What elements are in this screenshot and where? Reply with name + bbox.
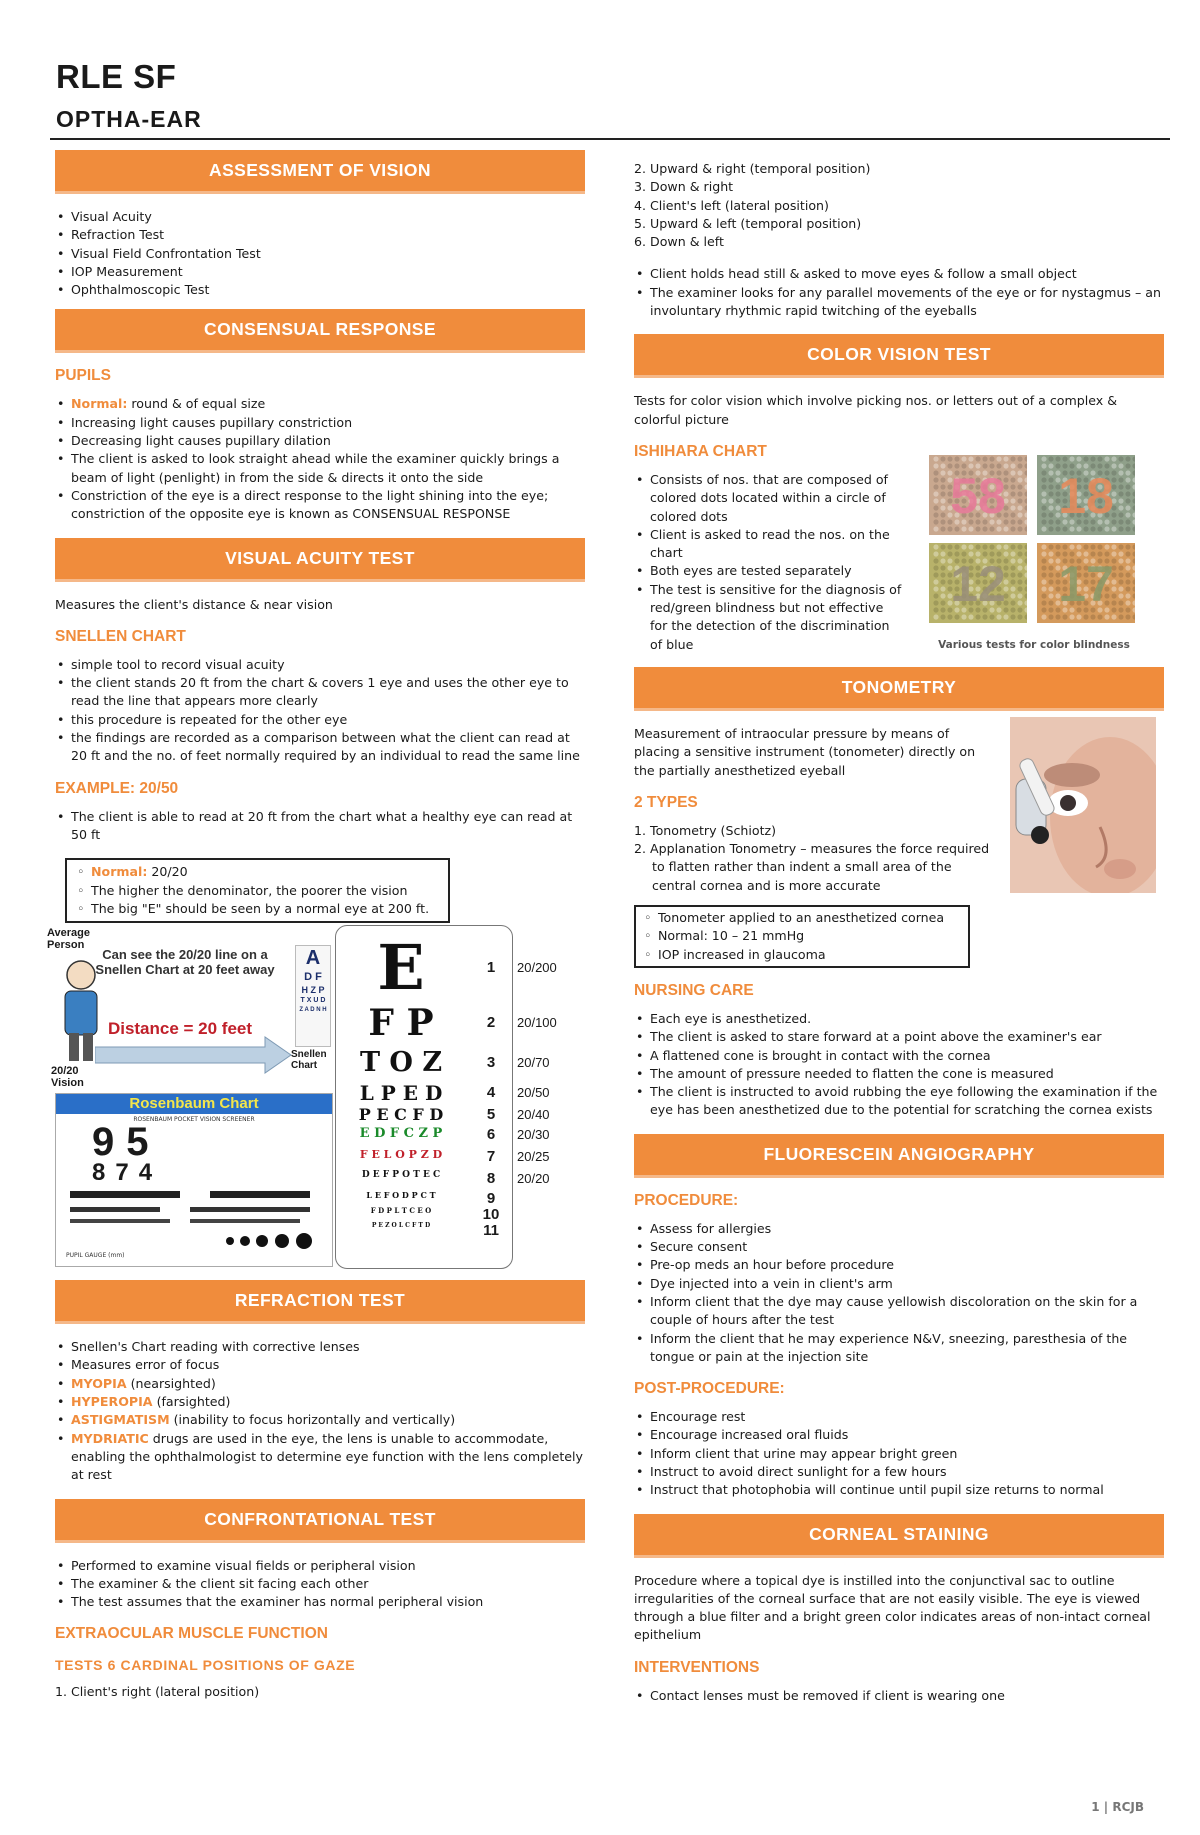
snellen-ratio: 20/40 — [517, 1107, 550, 1123]
snellen-letters: P E Z O L C F T D — [371, 1222, 431, 1230]
list-item — [55, 1356, 585, 1374]
snellen-line-number: 6 — [486, 1126, 496, 1144]
myopia-term: MYOPIA — [71, 1375, 127, 1391]
vision-label: 20/20 Vision — [51, 1065, 84, 1090]
two-types-subheading: 2 TYPES — [634, 793, 698, 811]
snellen-line-number: 8 — [486, 1170, 496, 1188]
list-item — [55, 1430, 585, 1485]
title-rule — [50, 138, 1170, 140]
snellen-letters: L P E D — [359, 1081, 443, 1106]
list-item: • Each eye is anesthetized. — [634, 1010, 1164, 1028]
snellen-ratio: 20/100 — [517, 1015, 557, 1031]
right-column — [634, 160, 1164, 1705]
list-item: ◦ Normal: 10 – 21 mmHg — [642, 927, 962, 945]
snellen-list — [55, 656, 585, 766]
list-item: ◦ Tonometer applied to an anesthetized cornea — [642, 909, 962, 927]
list-item: • The client is asked to stare forward at a point above the examiner's ear — [634, 1028, 1164, 1046]
hyperopia-term: HYPEROPIA — [71, 1394, 153, 1410]
list-item: • A flattened cone is brought in contact with the cornea — [634, 1047, 1164, 1065]
list-item: 4. Client's left (lateral position) — [634, 197, 829, 213]
post-procedure-list — [634, 1408, 1164, 1499]
tonometry-photo — [1010, 717, 1156, 893]
list-item: • Inform the client that he may experience N&V, sneezing, paresthesia of the tongue or pain at the injection site — [634, 1330, 1164, 1367]
mini-row: H Z P — [301, 985, 325, 996]
list-item — [55, 395, 585, 413]
list-item: • Pre-op meds an hour before procedure — [634, 1256, 1164, 1274]
list-item: • The client is asked to look straight ahead while the examiner quickly brings a beam of light (penlight) in from the side & directs it onto the side — [55, 450, 585, 487]
can-see-caption: Can see the 20/20 line on a Snellen Chart at 20 feet away — [95, 947, 275, 978]
ishihara-subheading: ISHIHARA CHART — [634, 442, 767, 460]
list-item: • Secure consent — [634, 1238, 1164, 1256]
rosenbaum-title: Rosenbaum Chart — [56, 1094, 332, 1114]
visual-acuity-intro: Measures the client's distance & near vision — [55, 596, 333, 612]
ishihara-caption: Various tests for color blindness — [938, 638, 1130, 651]
snellen-letters: D E F P O T E C — [361, 1170, 441, 1181]
left-column — [47, 150, 585, 1702]
tonometry-block — [634, 711, 1164, 968]
item-text: Measures error of focus — [71, 1357, 220, 1373]
list-item: • Contact lenses must be removed if client is wearing one — [634, 1687, 1164, 1705]
list-item: • Increasing light causes pupillary constriction — [55, 414, 585, 432]
item-text: (farsighted) — [152, 1394, 231, 1410]
list-item: • Both eyes are tested separately — [634, 562, 904, 580]
procedure-list — [634, 1220, 1164, 1366]
list-item: 6. Down & left — [634, 234, 724, 250]
ishihara-plate — [929, 455, 1027, 535]
confrontational-list — [55, 1557, 585, 1612]
nursing-list — [634, 1010, 1164, 1120]
snellen-ratio: 20/30 — [517, 1127, 550, 1143]
procedure-subheading: PROCEDURE: — [634, 1191, 739, 1209]
rosenbaum-card — [55, 1093, 333, 1267]
list-item: • Refraction Test — [55, 226, 585, 244]
rosenbaum-top: ROSENBAUM POCKET VISION SCREENER — [133, 1116, 255, 1124]
snellen-ratio: 20/20 — [517, 1171, 550, 1187]
snellen-chart-small-label: Snellen Chart — [291, 1049, 327, 1072]
normal-label: Normal: — [71, 396, 128, 412]
list-item: • The client is able to read at 20 ft from the chart what a healthy eye can read at 50 ft — [55, 808, 585, 845]
color-vision-heading: COLOR VISION TEST — [634, 334, 1164, 378]
list-item: • Inform client that urine may appear bright green — [634, 1445, 1164, 1463]
snellen-subheading: SNELLEN CHART — [55, 627, 186, 645]
snellen-ratios — [517, 925, 577, 1267]
list-item — [55, 1411, 585, 1429]
snellen-line-number: 2 — [486, 1014, 496, 1032]
arrow-icon — [95, 1035, 295, 1075]
example-subheading: EXAMPLE: 20/50 — [55, 779, 179, 797]
list-item: • Decreasing light causes pupillary dilation — [55, 432, 585, 450]
list-item: ◦ The big "E" should be seen by a normal eye at 200 ft. — [75, 900, 440, 918]
item-text: Snellen's Chart reading with corrective lenses — [71, 1339, 360, 1355]
plate-number: 17 — [1058, 555, 1114, 612]
tonometry-types — [634, 822, 994, 895]
list-item: • The client is instructed to avoid rubbing the eye following the examination if the eye has been anesthetized due to the potential for scratching the cornea exists — [634, 1083, 1164, 1120]
list-item: • Ophthalmoscopic Test — [55, 281, 585, 299]
snellen-letters: E — [377, 931, 425, 1005]
list-item: 2. Applanation Tonometry – measures the force required to flatten rather than indent a small area of the central cornea and is more accurate — [634, 841, 990, 893]
list-item: 5. Upward & left (temporal position) — [634, 215, 862, 231]
snellen-chart — [335, 925, 513, 1269]
list-item — [75, 863, 440, 881]
plate-number: 12 — [950, 555, 1006, 612]
snellen-ratio: 20/25 — [517, 1149, 550, 1165]
list-item — [55, 1338, 585, 1356]
list-item: • Visual Acuity — [55, 208, 585, 226]
nursing-care-subheading: NURSING CARE — [634, 981, 754, 999]
snellen-line-number: 7 — [486, 1148, 496, 1166]
plate-number: 18 — [1058, 467, 1114, 524]
refraction-list — [55, 1338, 585, 1484]
cardinal-subheading: TESTS 6 CARDINAL POSITIONS OF GAZE — [55, 1657, 356, 1674]
snellen-line-number: 5 — [486, 1106, 496, 1124]
pupil-gauge-label: PUPIL GAUGE (mm) — [66, 1252, 125, 1260]
rosenbaum-lines — [60, 1185, 330, 1255]
mini-row: Z A D N H — [299, 1007, 327, 1014]
example-list — [55, 808, 585, 845]
pupils-subheading: PUPILS — [55, 367, 111, 385]
tonometry-intro: Measurement of intraocular pressure by means of placing a sensitive instrument (tonometer) directly on the partially anesthetized eyeball — [634, 725, 976, 778]
corneal-staining-heading: CORNEAL STAINING — [634, 1514, 1164, 1558]
normal-value: 20/20 — [147, 864, 188, 880]
snellen-ratio: 20/70 — [517, 1054, 550, 1070]
list-item: 1. Client's right (lateral position) — [55, 1684, 260, 1700]
consensual-heading: CONSENSUAL RESPONSE — [55, 309, 585, 353]
snellen-line-number: 4 — [486, 1084, 496, 1102]
color-vision-intro: Tests for color vision which involve picking nos. or letters out of a complex & colorful picture — [634, 393, 1118, 427]
list-item: • Performed to examine visual fields or peripheral vision — [55, 1557, 585, 1575]
mydriatic-term: MYDRIATIC — [71, 1430, 149, 1446]
snellen-letters: T O Z — [359, 1047, 443, 1079]
normal-label: Normal: — [91, 864, 148, 880]
ishihara-plate — [929, 543, 1027, 623]
list-item — [55, 1375, 585, 1393]
list-item: • Encourage rest — [634, 1408, 1164, 1426]
ishihara-list — [634, 471, 904, 654]
positions-list-start — [55, 1683, 585, 1701]
list-item: • the findings are recorded as a comparison between what the client can read at 20 ft and the no. of feet normally required by an individual to read the same line — [55, 729, 585, 766]
snellen-letters: P E C F D — [358, 1105, 444, 1125]
positions-list-cont — [634, 160, 1164, 251]
fluorescein-heading: FLUORESCEIN ANGIOGRAPHY — [634, 1134, 1164, 1178]
list-item: • The test is sensitive for the diagnosis of red/green blindness but not effective for the detection of the discrimination of blue — [634, 581, 904, 654]
snellen-ratio: 20/50 — [517, 1085, 550, 1101]
refraction-heading: REFRACTION TEST — [55, 1280, 585, 1324]
corneal-staining-intro: Procedure where a topical dye is instilled into the conjunctival sac to outline irregularities of the corneal surface that are not easily visible. The eye is viewed through a blue filter and a bright green color indicates areas of non-intact corneal epithelium — [634, 1572, 1151, 1643]
snellen-line-number: 1 — [486, 959, 496, 977]
list-item: • Client holds head still & asked to move eyes & follow a small object — [634, 265, 1164, 283]
snellen-line-number: 10 — [482, 1206, 500, 1224]
distance-label: Distance = 20 feet — [107, 1019, 253, 1039]
list-item: • Instruct that photophobia will continue until pupil size returns to normal — [634, 1481, 1164, 1499]
snellen-line-number: 9 — [486, 1190, 496, 1208]
rosenbaum-second: 874 — [92, 1159, 163, 1187]
snellen-ratio: 20/200 — [517, 960, 557, 976]
rosenbaum-big: 95 — [92, 1120, 161, 1165]
list-item: • Constriction of the eye is a direct response to the light shining into the eye; constriction of the opposite eye is known as CONSENSUAL RESPONSE — [55, 487, 585, 524]
mini-row: T X U D — [300, 997, 326, 1005]
item-text: (inability to focus horizontally and vertically) — [169, 1412, 456, 1428]
list-item: • Instruct to avoid direct sunlight for a few hours — [634, 1463, 1164, 1481]
snellen-letters: E D F C Z P — [359, 1126, 443, 1142]
document-title: RLE SF — [56, 58, 177, 95]
visual-acuity-heading: VISUAL ACUITY TEST — [55, 538, 585, 582]
snellen-letters: F P — [368, 1002, 434, 1045]
mini-row: D F — [304, 971, 322, 984]
ishihara-plate — [1037, 543, 1135, 623]
list-item: • Inform client that the dye may cause yellowish discoloration on the skin for a couple of hours after the test — [634, 1293, 1164, 1330]
tonometry-box — [634, 905, 970, 968]
consensual-list — [55, 395, 585, 523]
list-item: • The amount of pressure needed to flatten the cone is measured — [634, 1065, 1164, 1083]
ishihara-plates — [929, 455, 1139, 635]
list-item: • The examiner looks for any parallel movements of the eye or for nystagmus – an involuntary rhythmic rapid twitching of the eyeballs — [634, 284, 1164, 321]
list-item: • Client is asked to read the nos. on the chart — [634, 526, 904, 563]
plate-number: 58 — [950, 467, 1006, 524]
list-item: • Dye injected into a vein in client's arm — [634, 1275, 1164, 1293]
list-item: • Visual Field Confrontation Test — [55, 245, 585, 263]
interventions-subheading: INTERVENTIONS — [634, 1658, 760, 1676]
confrontational-heading: CONFRONTATIONAL TEST — [55, 1499, 585, 1543]
list-item: ◦ IOP increased in glaucoma — [642, 946, 962, 964]
ishihara-block — [634, 467, 1164, 661]
assessment-heading: ASSESSMENT OF VISION — [55, 150, 585, 194]
snellen-line-number: 3 — [486, 1053, 496, 1071]
snellen-figure — [47, 925, 575, 1270]
list-item: • simple tool to record visual acuity — [55, 656, 585, 674]
list-item — [55, 1393, 585, 1411]
list-item: • The examiner & the client sit facing each other — [55, 1575, 585, 1593]
document-subtitle: OPTHA-EAR — [56, 106, 202, 132]
snellen-letters: L E F O D P C T — [366, 1190, 436, 1201]
snellen-letters: F E L O P Z D — [359, 1148, 443, 1162]
item-text: (nearsighted) — [126, 1375, 216, 1391]
list-item: • IOP Measurement — [55, 263, 585, 281]
list-item: • this procedure is repeated for the other eye — [55, 711, 585, 729]
list-item: 2. Upward & right (temporal position) — [634, 161, 871, 176]
list-item: • the client stands 20 ft from the chart & covers 1 eye and uses the other eye to read the line that appears more clearly — [55, 674, 585, 711]
ishihara-plate — [1037, 455, 1135, 535]
mini-row: A — [305, 947, 321, 970]
list-item: • Assess for allergies — [634, 1220, 1164, 1238]
normal-text: round & of equal size — [127, 396, 266, 412]
list-item: ◦ The higher the denominator, the poorer the vision — [75, 882, 440, 900]
normal-vision-box — [65, 858, 450, 923]
page-footer: 1 | RCJB — [1091, 1800, 1144, 1814]
average-person-label: Average Person — [47, 927, 91, 952]
assessment-list — [55, 208, 585, 299]
interventions-list — [634, 1687, 1164, 1705]
tonometry-heading: TONOMETRY — [634, 667, 1164, 711]
list-item: 1. Tonometry (Schiotz) — [634, 822, 777, 838]
item-text: drugs are used in the eye, the lens is unable to accommodate, enabling the ophthalmologist to determine eye function with the lens completely at rest — [71, 1430, 583, 1483]
list-item: 3. Down & right — [634, 179, 734, 195]
list-item: • Consists of nos. that are composed of colored dots located within a circle of colored dots — [634, 471, 904, 526]
gaze-list — [634, 265, 1164, 320]
eom-subheading: EXTRAOCULAR MUSCLE FUNCTION — [55, 1625, 328, 1643]
list-item: • The test assumes that the examiner has normal peripheral vision — [55, 1593, 585, 1611]
snellen-line-number: 11 — [483, 1222, 499, 1240]
post-procedure-subheading: POST-PROCEDURE: — [634, 1380, 785, 1398]
list-item: • Encourage increased oral fluids — [634, 1426, 1164, 1444]
snellen-letters: F D P L T C E O — [370, 1206, 432, 1216]
side-snellen-mini — [295, 945, 331, 1047]
astigmatism-term: ASTIGMATISM — [71, 1412, 170, 1428]
